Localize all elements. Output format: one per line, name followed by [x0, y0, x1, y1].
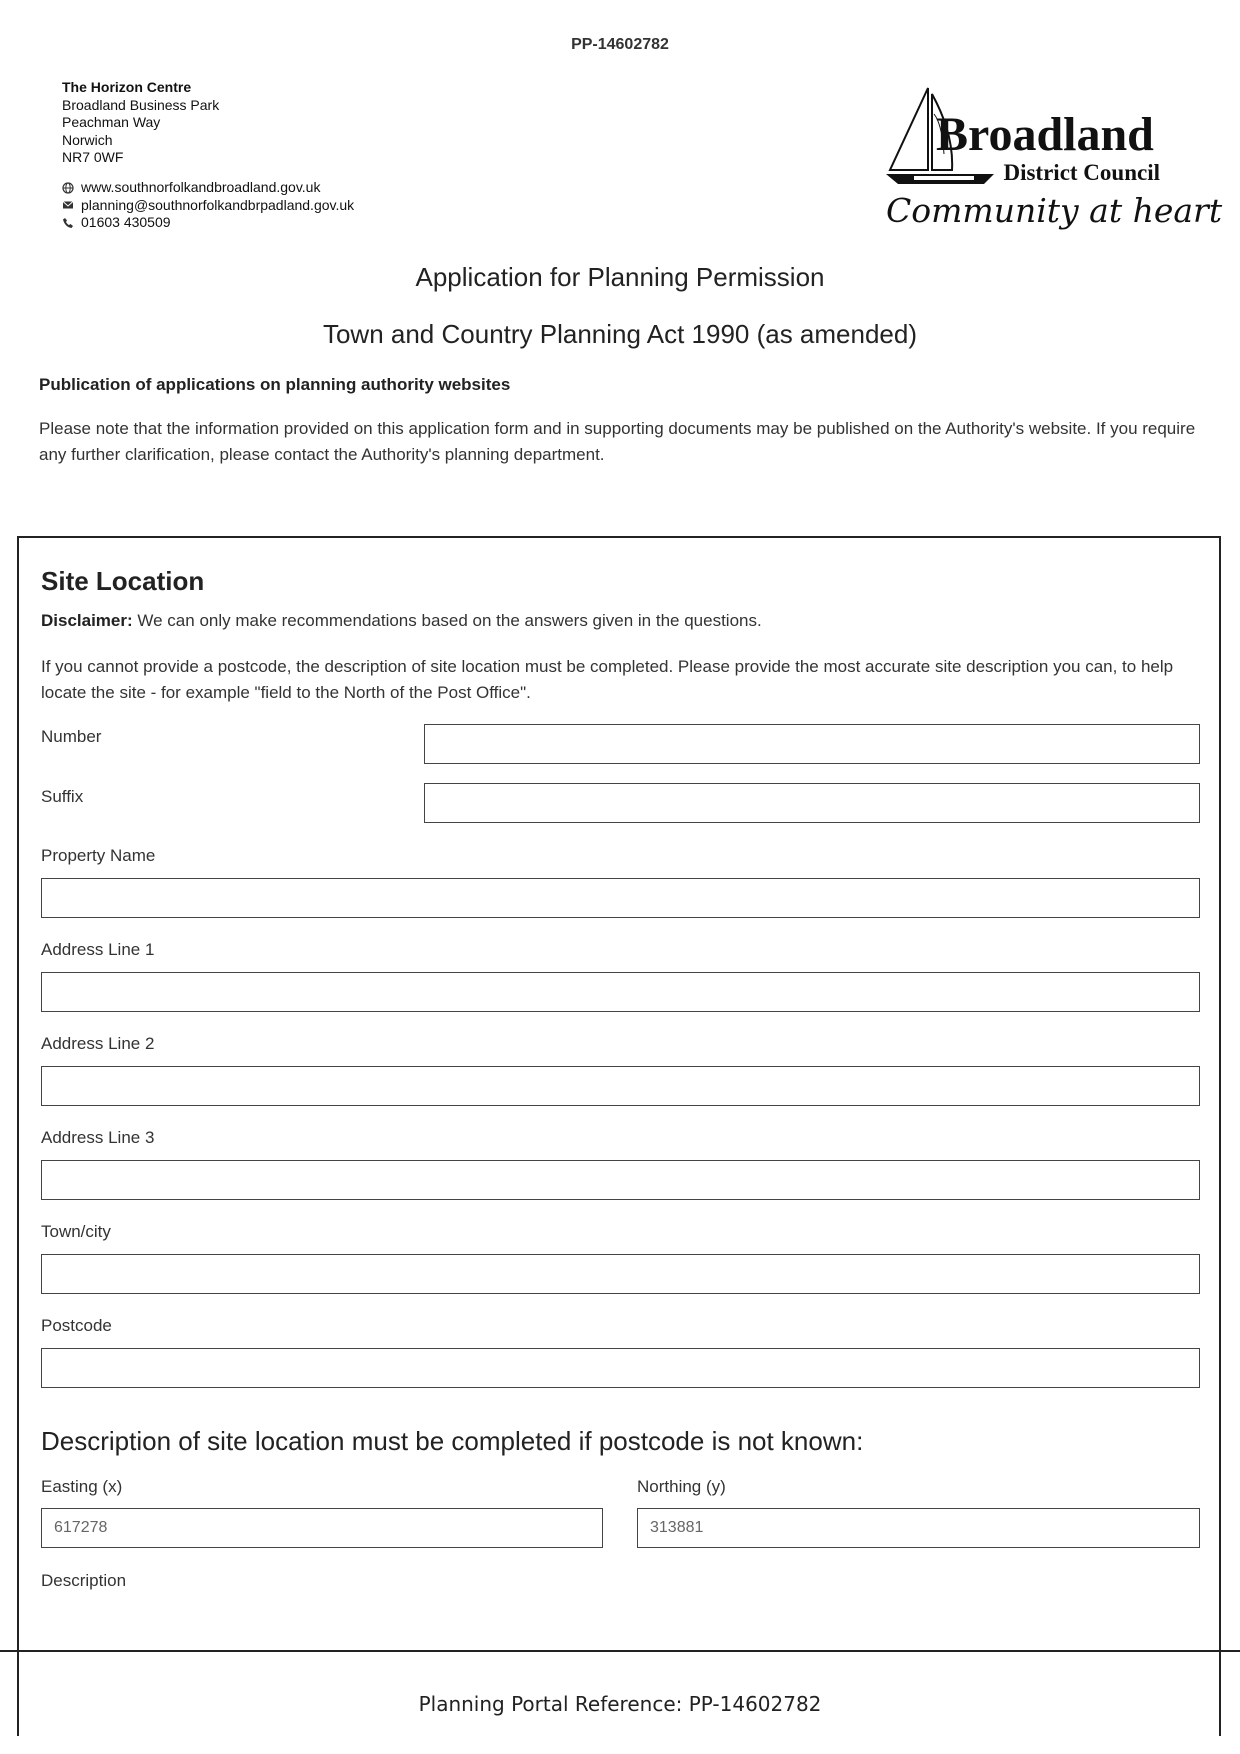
address-line: Norwich — [62, 131, 113, 148]
address-line-3-label: Address Line 3 — [41, 1128, 155, 1147]
postcode-label: Postcode — [41, 1316, 112, 1335]
publication-text: Please note that the information provided on this application form and in supporting documents may be published on the Authority's website. If you require any further clarification, please contact the Authority's planning department. — [39, 419, 1196, 464]
contact-web — [62, 179, 354, 197]
property-name-input[interactable] — [41, 878, 1200, 918]
address-line: Peachman Way — [62, 114, 161, 130]
email-link[interactable]: planning@southnorfolkandbrpadland.gov.uk — [81, 196, 355, 213]
suffix-label: Suffix — [41, 787, 84, 806]
northing-input[interactable]: 313881 — [637, 1508, 1200, 1548]
number-label: Number — [41, 727, 102, 746]
address-line-2-input[interactable] — [41, 1066, 1200, 1106]
address-line: NR7 0WF — [62, 149, 124, 165]
form-subtitle: Town and Country Planning Act 1990 (as amended) — [322, 319, 918, 349]
town-city-label: Town/city — [41, 1222, 111, 1241]
address-line-3-input[interactable] — [41, 1160, 1200, 1200]
site-location-intro: If you cannot provide a postcode, the description of site location must be completed. Please provide the most accurate site description you can, to help locate the site - for example "field to the North of the Post Office". — [41, 657, 1174, 702]
contact-phone — [62, 214, 354, 232]
disclaimer — [41, 611, 762, 631]
logo-name: Broadland — [936, 108, 1154, 161]
broadland-logo — [884, 84, 1223, 230]
suffix-input[interactable] — [424, 783, 1200, 823]
logo-tagline: Community at heart — [886, 191, 1223, 230]
council-contacts — [62, 179, 354, 232]
northing-label: Northing (y) — [637, 1477, 726, 1496]
envelope-icon — [62, 199, 74, 211]
address-org: The Horizon Centre — [62, 79, 192, 95]
easting-input[interactable]: 617278 — [41, 1508, 603, 1548]
council-address — [62, 79, 219, 167]
town-city-input[interactable] — [41, 1254, 1200, 1294]
contact-email — [62, 197, 354, 215]
website-link[interactable]: www.southnorfolkandbroadland.gov.uk — [81, 179, 321, 195]
address-line-2-label: Address Line 2 — [41, 1034, 155, 1053]
description-label: Description — [41, 1571, 127, 1590]
number-input[interactable] — [424, 724, 1200, 764]
form-title: Application for Planning Permission — [415, 262, 825, 292]
easting-label: Easting (x) — [41, 1477, 123, 1496]
section-title: Site Location — [41, 566, 205, 596]
reference-number: PP-14602782 — [571, 36, 669, 53]
address-line-1-label: Address Line 1 — [41, 940, 155, 959]
phone-number: 01603 430509 — [81, 214, 171, 230]
property-name-label: Property Name — [41, 846, 156, 865]
logo-subname: District Council — [1003, 160, 1160, 185]
footer-divider — [0, 1650, 1240, 1652]
site-location-section — [17, 536, 1221, 1736]
disclaimer-label: Disclaimer: — [41, 611, 133, 630]
phone-icon — [62, 217, 74, 229]
publication-heading: Publication of applications on planning authority websites — [39, 375, 511, 394]
globe-icon — [62, 182, 74, 194]
postcode-input[interactable] — [41, 1348, 1200, 1388]
description-heading: Description of site location must be completed if postcode is not known: — [41, 1426, 864, 1456]
footer-reference: Planning Portal Reference: PP-14602782 — [418, 1692, 822, 1716]
address-line-1-input[interactable] — [41, 972, 1200, 1012]
address-line: Broadland Business Park — [62, 96, 220, 113]
disclaimer-text: We can only make recommendations based on the answers given in the questions. — [132, 611, 762, 630]
